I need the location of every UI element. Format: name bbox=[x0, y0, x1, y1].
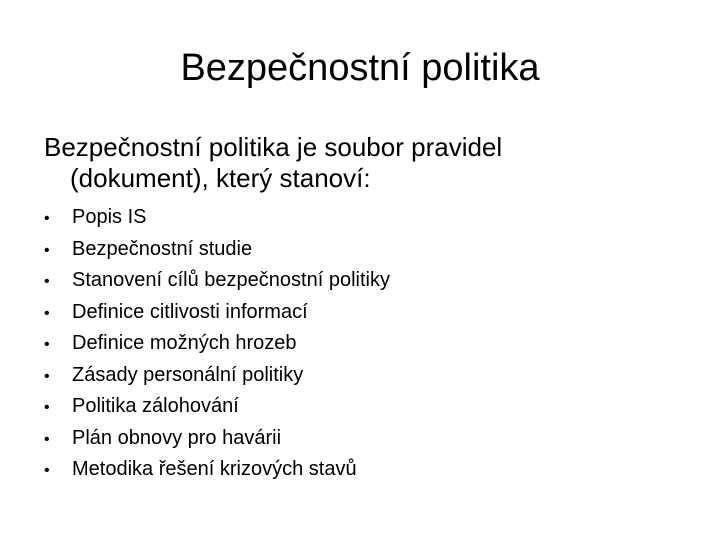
slide-title: Bezpečnostní politika bbox=[180, 47, 540, 89]
list-item-text: Plán obnovy pro havárii bbox=[72, 426, 282, 449]
bullet-icon: • bbox=[44, 304, 50, 322]
list-item bbox=[44, 360, 684, 392]
intro-line-1: Bezpečnostní politika je soubor pravidel bbox=[44, 132, 503, 162]
list-item-text: Definice možných hrozeb bbox=[72, 332, 297, 354]
list-item bbox=[44, 202, 684, 234]
bullet-list bbox=[44, 202, 684, 486]
list-item bbox=[44, 391, 684, 423]
bullet-icon: • bbox=[44, 210, 50, 227]
list-item bbox=[44, 328, 684, 360]
list-item-text: Zásady personální politiky bbox=[72, 363, 304, 386]
list-item bbox=[44, 234, 684, 266]
list-item bbox=[44, 454, 684, 486]
list-item-text: Politika zálohování bbox=[72, 395, 239, 417]
list-item-text: Metodika řešení krizových stavů bbox=[72, 458, 357, 480]
bullet-icon: • bbox=[44, 399, 50, 416]
list-item-text: Popis IS bbox=[72, 206, 147, 228]
list-item-text: Definice citlivosti informací bbox=[72, 300, 308, 323]
intro-line-2: (dokument), který stanoví: bbox=[70, 163, 371, 193]
list-item bbox=[44, 423, 684, 455]
bullet-icon: • bbox=[44, 430, 50, 448]
list-item bbox=[44, 297, 684, 329]
bullet-icon: • bbox=[44, 273, 50, 290]
bullet-icon: • bbox=[44, 462, 50, 479]
list-item bbox=[44, 265, 684, 297]
bullet-icon: • bbox=[44, 241, 50, 259]
list-item-text: Stanovení cílů bezpečnostní politiky bbox=[72, 269, 390, 291]
bullet-icon: • bbox=[44, 367, 50, 385]
intro-paragraph bbox=[44, 132, 684, 194]
bullet-icon: • bbox=[44, 336, 50, 353]
list-item-text: Bezpečnostní studie bbox=[72, 237, 253, 260]
